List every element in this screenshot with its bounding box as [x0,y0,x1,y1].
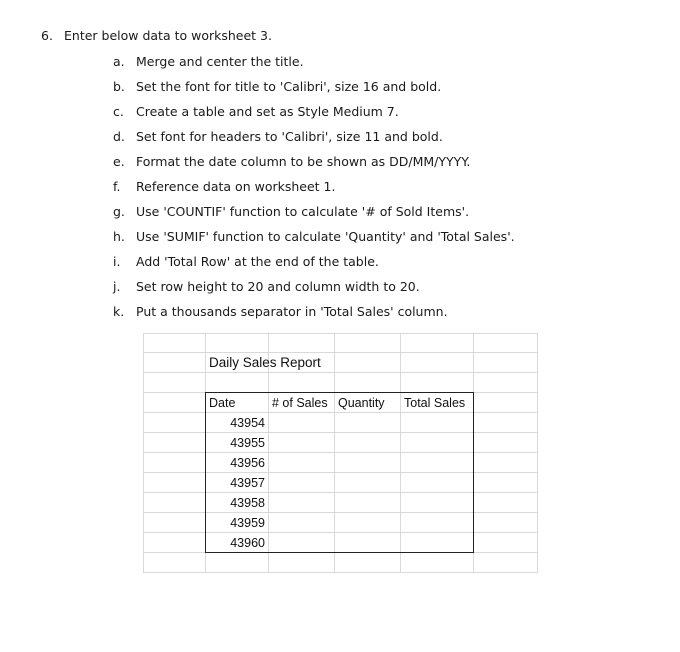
sheet-cell[interactable] [269,533,335,553]
sheet-cell[interactable] [335,513,401,533]
date-cell[interactable]: 43955 [206,433,269,453]
sheet-cell[interactable] [143,513,206,533]
sheet-cell[interactable] [143,333,206,353]
sheet-cell[interactable] [335,453,401,473]
instruction-text: Add 'Total Row' at the end of the table. [136,254,379,269]
sheet-cell[interactable] [401,353,474,373]
sheet-cell[interactable] [474,433,538,453]
sheet-cell[interactable] [269,473,335,493]
sheet-cell[interactable] [474,393,538,413]
sheet-cell[interactable] [401,433,474,453]
sheet-cell[interactable] [401,513,474,533]
sheet-cell[interactable] [474,353,538,373]
sheet-cell[interactable] [143,533,206,553]
sheet-cell[interactable] [143,393,206,413]
sheet-cell[interactable] [401,553,474,573]
sheet-cell[interactable] [143,373,206,393]
sheet-cell[interactable] [401,413,474,433]
date-cell[interactable]: 43958 [206,493,269,513]
instruction-text: Use 'SUMIF' function to calculate 'Quantity' and 'Total Sales'. [136,229,515,244]
date-cell[interactable]: 43959 [206,513,269,533]
sheet-cell[interactable] [269,493,335,513]
sheet-cell[interactable] [143,413,206,433]
header-cell[interactable]: Date [206,393,269,413]
instruction-letter: a. [113,54,125,69]
sheet-cell[interactable] [143,553,206,573]
instruction-text: Set font for headers to 'Calibri', size 11 and bold. [136,129,443,144]
header-cell[interactable]: Total Sales [401,393,474,413]
instruction-text: Use 'COUNTIF' function to calculate '# of Sold Items'. [136,204,470,219]
sheet-cell[interactable] [335,373,401,393]
header-cell[interactable]: # of Sales [269,393,335,413]
sheet-cell[interactable] [269,413,335,433]
instruction-text: Create a table and set as Style Medium 7. [136,104,399,119]
sheet-cell[interactable] [269,333,335,353]
instruction-letter: f. [113,179,121,194]
sheet-cell[interactable] [143,453,206,473]
sheet-cell[interactable] [474,553,538,573]
sheet-cell[interactable] [269,373,335,393]
instruction-letter: g. [113,204,125,219]
sheet-cell[interactable] [401,373,474,393]
date-cell[interactable]: 43956 [206,453,269,473]
instruction-letter: d. [113,129,125,144]
sheet-cell[interactable] [474,513,538,533]
sheet-cell[interactable] [335,353,401,373]
sheet-cell[interactable] [401,533,474,553]
instruction-letter: j. [113,279,121,294]
sheet-cell[interactable] [143,433,206,453]
sheet-cell[interactable] [143,353,206,373]
sheet-cell[interactable] [269,513,335,533]
question-title: Enter below data to worksheet 3. [64,28,272,43]
sheet-cell[interactable] [335,533,401,553]
date-cell[interactable]: 43954 [206,413,269,433]
sheet-cell[interactable] [143,493,206,513]
sheet-cell[interactable] [335,413,401,433]
sheet-cell[interactable] [335,493,401,513]
sheet-cell[interactable] [474,333,538,353]
sheet-cell[interactable] [206,333,269,353]
instruction-text: Set row height to 20 and column width to 20. [136,279,420,294]
instruction-letter: b. [113,79,125,94]
instruction-text: Merge and center the title. [136,54,304,69]
sheet-cell[interactable] [474,453,538,473]
date-cell[interactable]: 43960 [206,533,269,553]
instruction-letter: i. [113,254,121,269]
instruction-text: Set the font for title to 'Calibri', size 16 and bold. [136,79,442,94]
date-cell[interactable]: 43957 [206,473,269,493]
instruction-letter: c. [113,104,124,119]
sheet-cell[interactable] [269,553,335,573]
sheet-cell[interactable] [401,333,474,353]
header-cell[interactable]: Quantity [335,393,401,413]
sheet-cell[interactable] [474,533,538,553]
sheet-cell[interactable] [401,453,474,473]
sheet-cell[interactable] [474,373,538,393]
instruction-text: Put a thousands separator in 'Total Sales' column. [136,304,448,319]
instruction-letter: h. [113,229,125,244]
instruction-letter: e. [113,154,125,169]
sheet-cell[interactable] [335,333,401,353]
instruction-letter: k. [113,304,125,319]
sheet-cell[interactable] [401,493,474,513]
sheet-cell[interactable] [474,413,538,433]
instruction-text: Format the date column to be shown as DD/MM/YYYY. [136,154,471,169]
sheet-cell[interactable] [206,373,269,393]
sheet-cell[interactable] [335,433,401,453]
sheet-cell[interactable] [401,473,474,493]
sheet-cell[interactable] [143,473,206,493]
sheet-cell[interactable] [206,553,269,573]
question-number: 6. [41,28,53,43]
instruction-text: Reference data on worksheet 1. [136,179,336,194]
sheet-cell[interactable] [335,553,401,573]
sheet-cell[interactable] [474,473,538,493]
report-title-cell[interactable]: Daily Sales Report [206,353,269,373]
sheet-cell[interactable] [474,493,538,513]
sheet-cell[interactable] [269,453,335,473]
sheet-cell[interactable] [335,473,401,493]
sheet-cell[interactable] [269,433,335,453]
